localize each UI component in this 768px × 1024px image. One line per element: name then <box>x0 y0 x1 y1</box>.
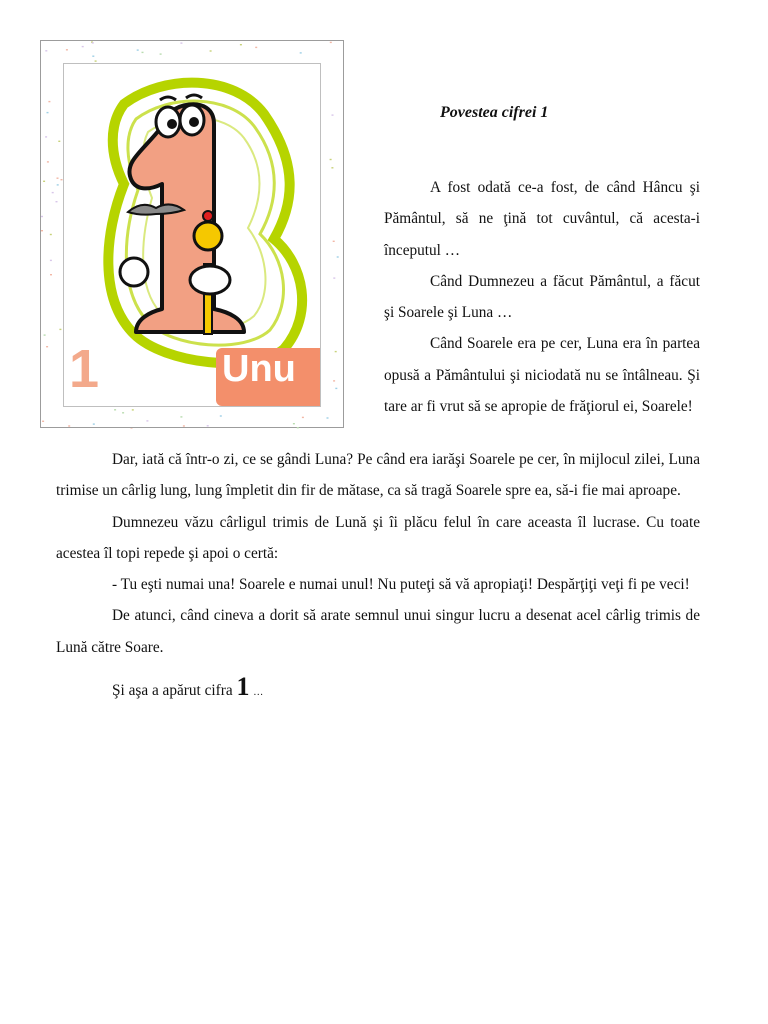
digit-one-label: 1 <box>69 339 100 399</box>
final-line <box>56 671 700 708</box>
main-text-block <box>56 444 700 708</box>
illustration-card <box>40 40 344 428</box>
story-title: Povestea cifrei 1 <box>440 104 549 121</box>
main-paragraph: - Tu eşti numai una! Soarele e numai unul! Nu puteţi să vă apropiaţi! Despărţiţi veţi fi pe veci! <box>112 576 690 594</box>
side-paragraph: A fost odată ce-a fost, de când Hâncu şi Pământul, să ne ţină tot cuvântul, că acesta-i începutul … <box>384 179 700 259</box>
final-ellipsis: … <box>253 687 264 699</box>
main-paragraph: Dar, iată că într-o zi, ce se gândi Luna? Pe când era iarăşi Soarele pe cer, în mijlocul zilei, Luna trimise un cârlig lung, lung împletit din fir de mătase, ca să tragă Soarele spre ea, să-i fie mai aproape. <box>56 451 700 500</box>
side-paragraph: Când Soarele era pe cer, Luna era în partea opusă a Pământului şi niciodată nu se întâlneau. Şi tare ar fi vrut să se apropie de frăţiorul ei, Soarele! <box>384 335 700 416</box>
side-text-block <box>384 172 700 422</box>
side-paragraph: Când Dumnezeu a făcut Pământul, a făcut şi Soarele şi Luna … <box>384 272 700 322</box>
main-paragraph: De atunci, când cineva a dorit să arate semnul unui singur lucru a desenat acel cârlig trimis de Lună către Soare. <box>56 607 700 656</box>
final-text: Şi aşa a apărut cifra <box>112 682 233 700</box>
final-digit: 1 <box>236 672 250 702</box>
illustration-frame <box>63 63 321 407</box>
main-paragraph: Dumnezeu văzu cârligul trimis de Lună şi îi plăcu felul în care aceasta îl lucrase. Cu toate acestea îl topi repede şi apoi o certă: <box>56 513 700 562</box>
word-label-unu: Unu <box>222 348 296 390</box>
